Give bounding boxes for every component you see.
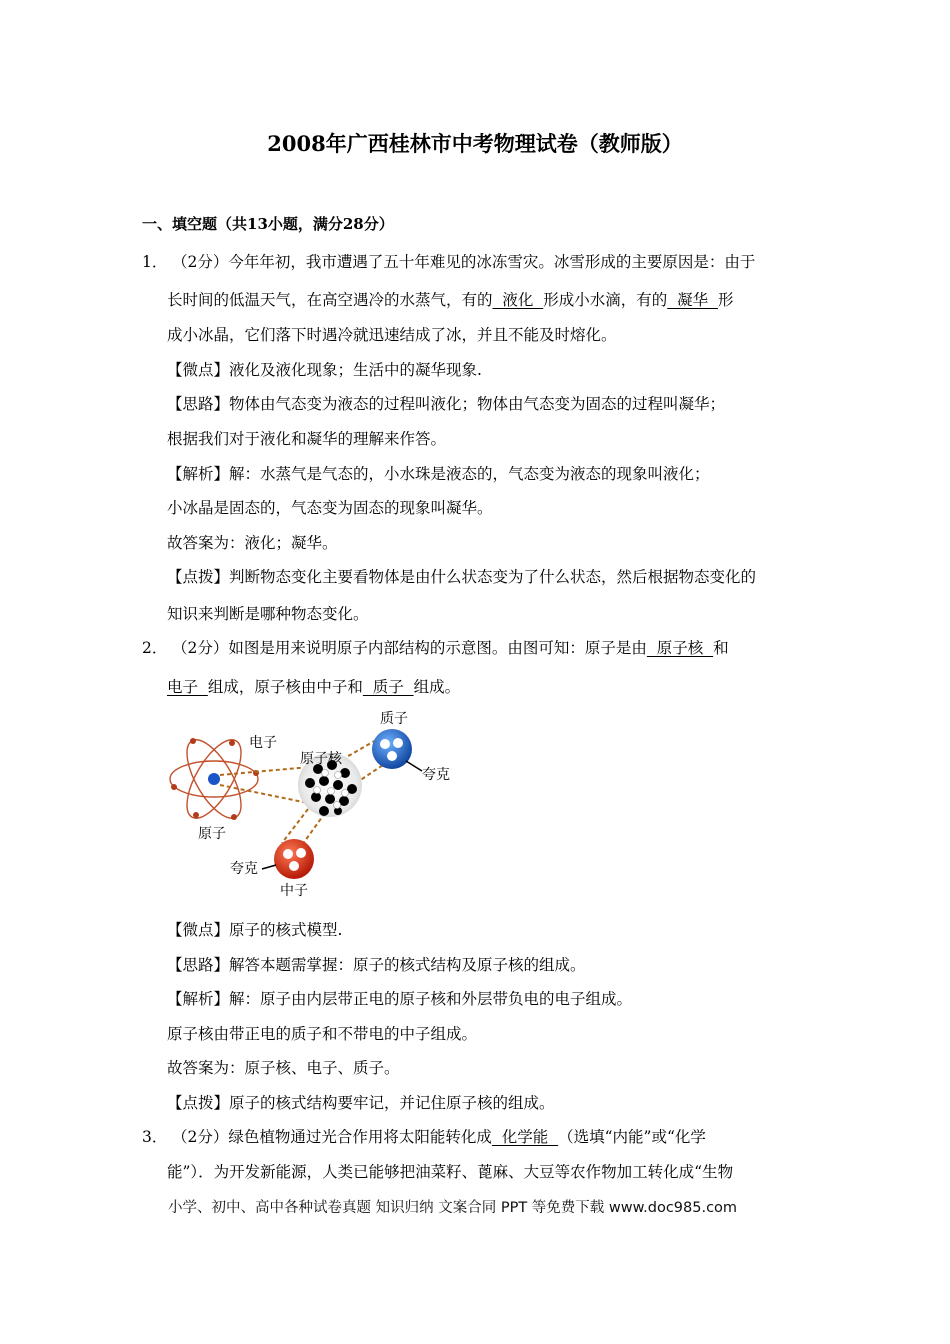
q2-answer-blank-3: 质子 xyxy=(362,678,414,696)
q1-dianbo-1: 【点拨】判断物态变化主要看物体是由什么状态变为了什么状态，然后根据物态变化的 xyxy=(167,568,757,586)
q2-silu: 【思路】解答本题需掌握：原子的核式结构及原子核的组成。 xyxy=(167,956,586,974)
label-electron: 电子 xyxy=(249,735,277,751)
label-quark-right: 夸克 xyxy=(422,767,450,783)
q2-text-a: （2分）如图是用来说明原子内部结构的示意图。由图可知：原子是由 xyxy=(172,639,647,657)
label-nucleus: 原子核 xyxy=(300,751,342,767)
question-1-line1: （2分）今年年初，我市遭遇了五十年难见的冰冻雪灾。冰雪形成的主要原因是：由于 xyxy=(172,253,756,271)
q1-jiexi-1: 【解析】解：水蒸气是气态的，小水珠是液态的，气态变为液态的现象叫液化； xyxy=(167,465,710,483)
q3-answer-blank-1: 化学能 xyxy=(491,1128,559,1146)
q1-answer: 故答案为：液化；凝华。 xyxy=(167,534,338,552)
question-3-number: 3． xyxy=(142,1128,168,1146)
page-title: 2008年广西桂林市中考物理试卷（教师版） xyxy=(267,131,683,156)
q1-answer-blank-1: 液化 xyxy=(492,291,544,309)
q2-text-d: 组成。 xyxy=(413,678,461,696)
q2-answer: 故答案为：原子核、电子、质子。 xyxy=(167,1059,400,1077)
question-2-number: 2． xyxy=(142,639,168,657)
question-3-line2: 能”）．为开发新能源，人类已能够把油菜籽、蓖麻、大豆等农作物加工转化成“生物 xyxy=(167,1163,734,1181)
atom-nucleus-dot xyxy=(208,773,220,785)
q2-answer-blank-2: 电子 xyxy=(167,678,208,696)
proton-sphere xyxy=(372,729,422,771)
q1-silu-2: 根据我们对于液化和凝华的理解来作答。 xyxy=(167,430,447,448)
q1-weidian: 【微点】液化及液化现象；生活中的凝华现象. xyxy=(167,361,482,379)
q1-answer-blank-2: 凝华 xyxy=(667,291,718,309)
question-1-number: 1． xyxy=(142,253,168,271)
label-atom: 原子 xyxy=(198,826,226,842)
q2-jiexi-1: 【解析】解：原子由内层带正电的原子核和外层带负电的电子组成。 xyxy=(167,990,633,1008)
question-3-line1 xyxy=(172,1127,706,1147)
q1-jiexi-2: 小冰晶是固态的，气态变为固态的现象叫凝华。 xyxy=(167,499,493,517)
q2-weidian: 【微点】原子的核式模型. xyxy=(167,921,343,939)
q2-text-c: 组成，原子核由中子和 xyxy=(207,678,363,696)
page-footer: 小学、初中、高中各种试卷真题 知识归纳 文案合同 PPT 等免费下载 www.doc985.com xyxy=(168,1200,738,1216)
question-1-line2 xyxy=(167,290,733,310)
q1-text-b: 形成小水滴，有的 xyxy=(543,291,668,309)
label-quark-left: 夸克 xyxy=(230,861,258,877)
q2-answer-blank-1: 原子核 xyxy=(646,639,714,657)
q1-text-c: 形 xyxy=(717,291,734,309)
question-2-line1 xyxy=(172,638,729,658)
atom-structure-figure xyxy=(160,705,460,905)
label-proton: 质子 xyxy=(380,711,408,727)
q2-dianbo: 【点拨】原子的核式结构要牢记，并记住原子核的组成。 xyxy=(167,1094,555,1112)
question-1-line3: 成小冰晶，它们落下时遇冷就迅速结成了冰，并且不能及时熔化。 xyxy=(167,326,617,344)
question-2-line2 xyxy=(167,677,460,697)
neutron-sphere xyxy=(262,839,314,879)
q1-dianbo-2: 知识来判断是哪种物态变化。 xyxy=(167,605,369,623)
q3-text-b: （选填“内能”或“化学 xyxy=(558,1128,706,1146)
q3-text-a: （2分）绿色植物通过光合作用将太阳能转化成 xyxy=(172,1128,492,1146)
q2-text-b: 和 xyxy=(713,639,729,657)
section-header: 一、填空题（共13小题，满分28分） xyxy=(142,215,394,233)
q1-text-a: 长时间的低温天气，在高空遇冷的水蒸气，有的 xyxy=(167,291,493,309)
q1-silu-1: 【思路】物体由气态变为液态的过程叫液化；物体由气态变为固态的过程叫凝华； xyxy=(167,395,726,413)
label-neutron: 中子 xyxy=(280,883,308,899)
q2-jiexi-2: 原子核由带正电的质子和不带电的中子组成。 xyxy=(167,1025,478,1043)
